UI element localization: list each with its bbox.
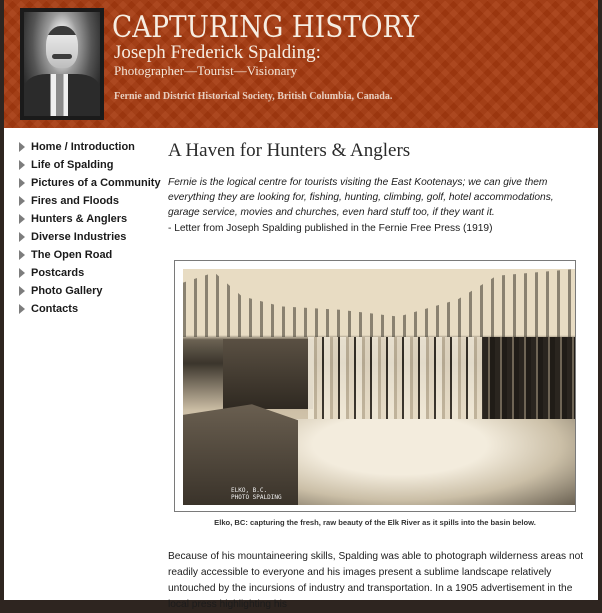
nav-label: Fires and Floods [31, 195, 120, 207]
nav-item-diverse-industries[interactable] [4, 228, 159, 246]
nav-label: Life of Spalding [31, 159, 114, 171]
triangle-right-icon [19, 214, 25, 224]
photo-frame [174, 260, 576, 512]
portrait-image [20, 8, 104, 120]
main-content [168, 140, 588, 610]
nav-label: Diverse Industries [31, 231, 127, 243]
portrait-coat [24, 74, 100, 116]
nav-item-the-open-road[interactable] [4, 246, 159, 264]
body-paragraph: Because of his mountaineering skills, Spalding was able to photograph wilderness areas not readily accessible to everyone and his images present a sublime landscape relatively untouched by the incursions of industry and transportation. In a 1905 advertisement in the local press highlighting his [168, 551, 584, 610]
site-organization: Fernie and District Historical Society, British Columbia, Canada. [114, 91, 393, 102]
triangle-right-icon [19, 160, 25, 170]
photo-stamp-line1: ELKO, B.C. [231, 487, 268, 494]
triangle-right-icon [19, 178, 25, 188]
page-frame [4, 0, 598, 610]
portrait-photo [24, 12, 100, 116]
nav-label: Pictures of a Community [31, 177, 161, 189]
nav-item-postcards[interactable] [4, 264, 159, 282]
page-title: A Haven for Hunters & Anglers [168, 140, 411, 161]
photo-stamp [231, 487, 282, 501]
portrait-face [46, 26, 78, 68]
photo-mist [283, 419, 575, 505]
nav-label: Hunters & Anglers [31, 213, 128, 225]
nav-label: Home / Introduction [31, 141, 135, 153]
quote-attribution: - Letter from Joseph Spalding published in the Fernie Free Press (1919) [168, 222, 493, 234]
elk-river-falls-photo [183, 269, 575, 505]
quote-text: Fernie is the logical centre for tourists visiting the East Kootenays; we can give them everything they are looking for, fishing, hunting, climbing, golf, hotel accommodations, garage service, movies and churches, even hard stuff too, if they want it. [168, 177, 554, 219]
nav-label: Postcards [31, 267, 85, 279]
photo-stamp-line2: PHOTO SPALDING [231, 494, 282, 501]
nav-item-life-of-spalding[interactable] [4, 156, 159, 174]
nav-item-pictures-of-a-community[interactable] [4, 174, 159, 192]
nav-item-photo-gallery[interactable] [4, 282, 159, 300]
triangle-right-icon [19, 286, 25, 296]
site-tagline: Photographer—Tourist—Visionary [114, 63, 298, 78]
nav-label: The Open Road [31, 249, 113, 261]
photo-treeline [183, 269, 575, 337]
nav-item-home[interactable] [4, 138, 159, 156]
triangle-right-icon [19, 268, 25, 278]
triangle-right-icon [19, 196, 25, 206]
site-header [4, 0, 598, 128]
nav-item-fires-and-floods[interactable] [4, 192, 159, 210]
triangle-right-icon [19, 250, 25, 260]
nav-item-hunters-anglers[interactable] [4, 210, 159, 228]
portrait-mustache [52, 54, 72, 59]
sidebar-nav [4, 138, 159, 318]
site-title: CAPTURING HISTORY [112, 10, 420, 45]
nav-label: Photo Gallery [31, 285, 103, 297]
triangle-right-icon [19, 142, 25, 152]
triangle-right-icon [19, 232, 25, 242]
site-subtitle: Joseph Frederick Spalding: [114, 42, 321, 63]
photo-caption: Elko, BC: capturing the fresh, raw beauty of the Elk River as it spills into the basin below. [214, 518, 536, 527]
triangle-right-icon [19, 304, 25, 314]
nav-label: Contacts [31, 303, 79, 315]
nav-item-contacts[interactable] [4, 300, 159, 318]
photo-rock [223, 339, 313, 409]
